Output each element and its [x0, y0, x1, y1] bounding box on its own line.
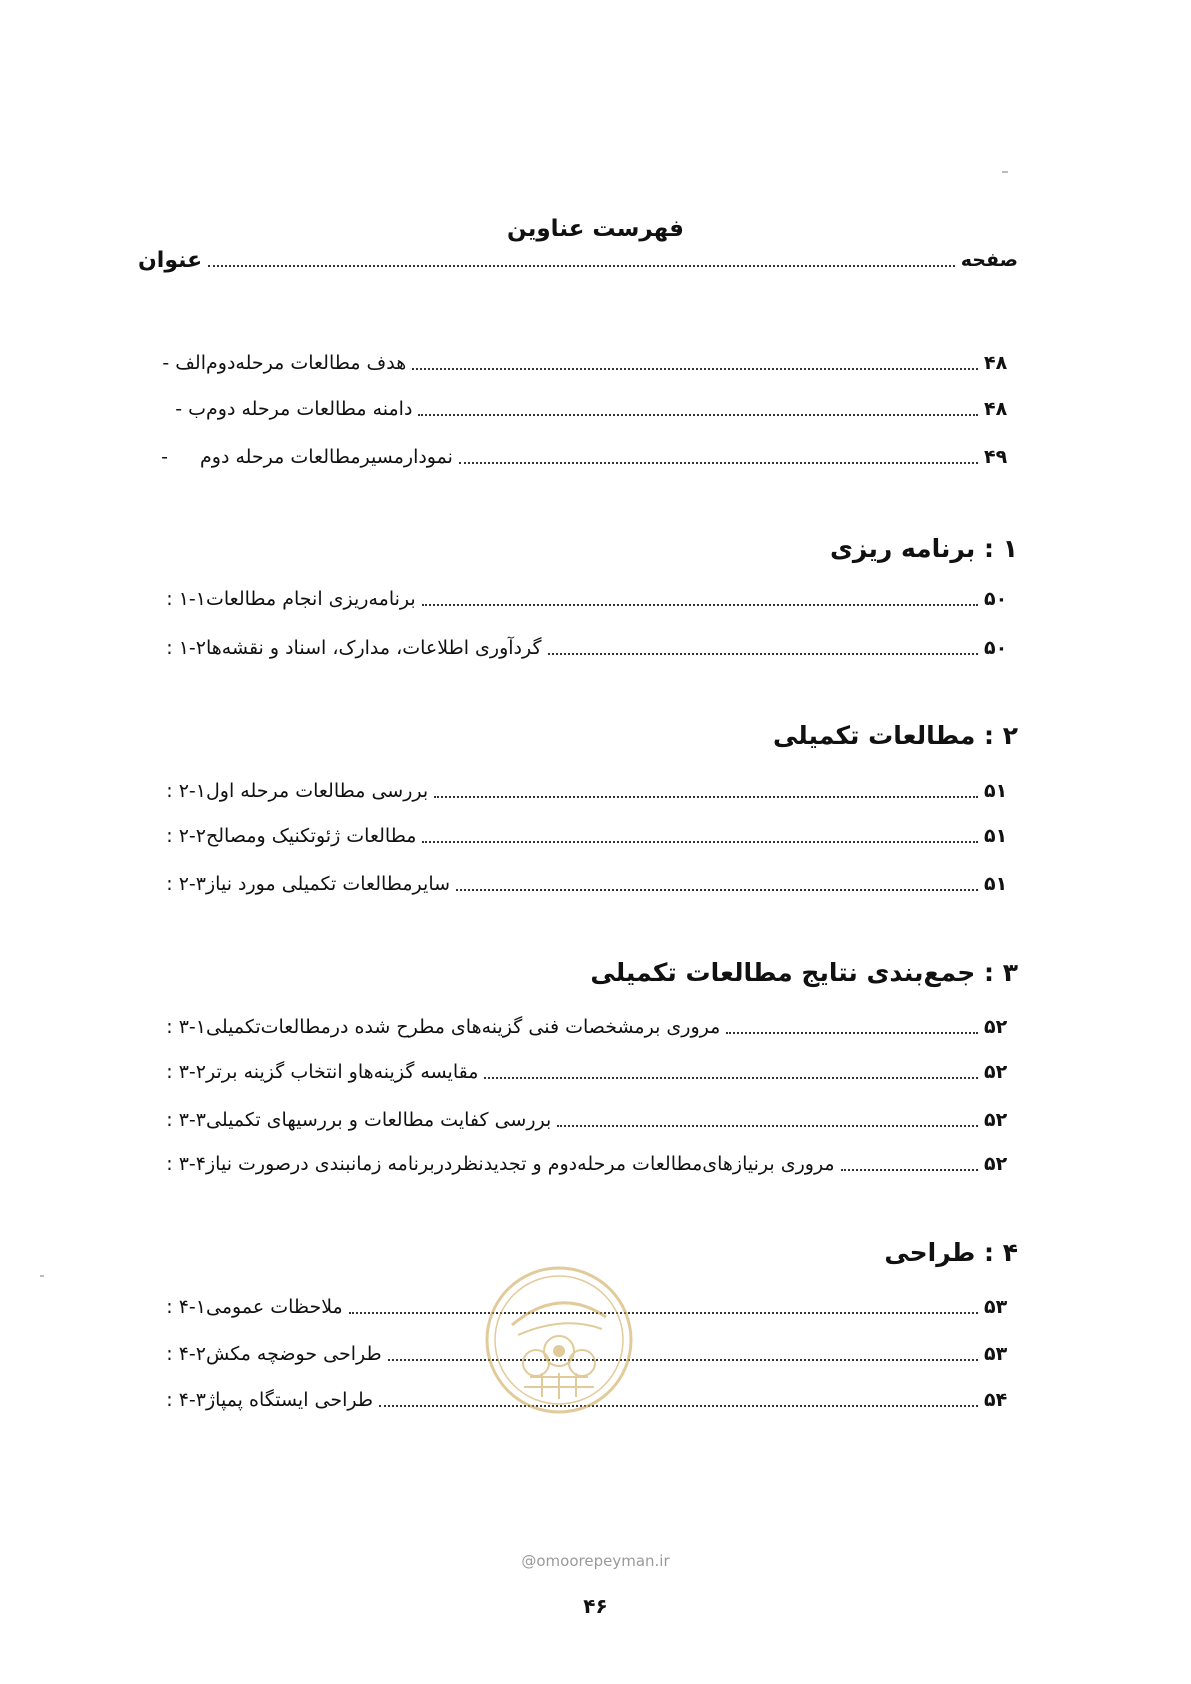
entry-page: ۵۲ [984, 1061, 1008, 1083]
entry-text: سایرمطالعات تکمیلی مورد نیاز [206, 873, 451, 895]
entry-number: ۱-۱ : [166, 588, 206, 610]
dot-leader [418, 414, 978, 416]
toc-entry [138, 628, 1018, 668]
entry-text: مروری برمشخصات فنی گزینه‌های مطرح شده درمطالعات‌تکمیلی [206, 1016, 721, 1038]
entry-page: ۵۰ [984, 637, 1008, 659]
entry-page: ۴۹ [984, 446, 1008, 468]
toc-entry [138, 437, 1018, 477]
entry-number: ۳-۱ : [166, 1016, 206, 1038]
entry-number: ب - [175, 398, 206, 420]
dot-leader [388, 1359, 978, 1361]
toc-entry [138, 771, 1018, 811]
dot-leader [456, 889, 978, 891]
entry-page: ۵۰ [984, 588, 1008, 610]
dot-leader [208, 265, 955, 267]
entry-text: مروری برنیازهای‌مطالعات مرحله‌دوم و تجدیدنظردربرنامه زمانبندی درصورت نیاز [206, 1153, 835, 1175]
toc-entry [138, 1052, 1018, 1092]
dot-leader [459, 462, 978, 464]
chapter-heading: ۱ : برنامه ریزی [830, 533, 1018, 563]
seal-emblem [484, 1265, 634, 1415]
entry-number: ۴-۱ : [166, 1296, 206, 1318]
page-number: ۴۶ [583, 1594, 608, 1618]
dot-leader [349, 1312, 978, 1314]
entry-number: ۳-۴ : [166, 1153, 206, 1175]
watermark-text: @omoorepeyman.ir [521, 1552, 670, 1570]
toc-header-row [138, 240, 1018, 280]
entry-number: الف - [162, 352, 206, 374]
toc-entry [138, 579, 1018, 619]
entry-text: نمودارمسیرمطالعات مرحله دوم [200, 446, 453, 468]
entry-page: ۵۱ [984, 780, 1008, 802]
entry-number: - [161, 446, 168, 468]
entry-text: بررسی مطالعات مرحله اول [206, 780, 429, 802]
entry-page: ۵۴ [984, 1389, 1008, 1411]
entry-text: گردآوری اطلاعات، مدارک، اسناد و نقشه‌ها [206, 637, 542, 659]
entry-text: طراحی ایستگاه پمپاژ [206, 1389, 374, 1411]
entry-page: ۴۸ [984, 398, 1008, 420]
entry-text: مطالعات ژئوتکنیک ومصالح [206, 825, 417, 847]
entry-page: ۵۳ [984, 1296, 1008, 1318]
header-page-label: صفحه [960, 249, 1018, 271]
entry-text: ملاحظات عمومی [206, 1296, 343, 1318]
entry-number: ۴-۲ : [166, 1343, 206, 1365]
seal-icon [484, 1265, 634, 1415]
entry-page: ۵۲ [984, 1153, 1008, 1175]
toc-entry [138, 1007, 1018, 1047]
toc-entry [138, 343, 1018, 383]
chapter-heading: ۴ : طراحی [884, 1237, 1018, 1267]
entry-number: ۱-۲ : [166, 637, 206, 659]
entry-page: ۵۳ [984, 1343, 1008, 1365]
dot-leader [557, 1125, 978, 1127]
entry-page: ۴۸ [984, 352, 1008, 374]
entry-number: ۲-۱ : [166, 780, 206, 802]
toc-entry [138, 389, 1018, 429]
entry-text: مقایسه گزینه‌هاو انتخاب گزینه برتر [206, 1061, 479, 1083]
dot-leader [434, 796, 978, 798]
scan-speck [40, 1275, 44, 1277]
dot-leader [422, 841, 978, 843]
entry-page: ۵۱ [984, 825, 1008, 847]
dot-leader [484, 1077, 978, 1079]
chapter-heading: ۳ : جمع‌بندی نتایج مطالعات تکمیلی [590, 957, 1018, 987]
dot-leader [379, 1405, 978, 1407]
entry-text: طراحی حوضچه مکش [206, 1343, 382, 1365]
scan-speck [1002, 171, 1008, 173]
entry-number: ۴-۳ : [166, 1389, 206, 1411]
page-title: فهرست عناوین [507, 216, 684, 242]
toc-entry [138, 1100, 1018, 1140]
entry-number: ۲-۳ : [166, 873, 206, 895]
entry-text: بررسی کفایت مطالعات و بررسیهای تکمیلی [206, 1109, 552, 1131]
dot-leader [841, 1169, 978, 1171]
toc-entry [138, 864, 1018, 904]
header-title-label: عنوان [138, 247, 203, 273]
entry-text: هدف مطالعات مرحله‌دوم [206, 352, 407, 374]
entry-text: برنامه‌ریزی انجام مطالعات [206, 588, 416, 610]
toc-entry [138, 1144, 1018, 1184]
entry-page: ۵۲ [984, 1109, 1008, 1131]
entry-number: ۲-۲ : [166, 825, 206, 847]
dot-leader [548, 653, 978, 655]
entry-text: دامنه مطالعات مرحله دوم [206, 398, 413, 420]
entry-page: ۵۱ [984, 873, 1008, 895]
entry-number: ۳-۳ : [166, 1109, 206, 1131]
dot-leader [422, 604, 978, 606]
entry-number: ۳-۲ : [166, 1061, 206, 1083]
toc-entry [138, 816, 1018, 856]
dot-leader [412, 368, 978, 370]
entry-page: ۵۲ [984, 1016, 1008, 1038]
dot-leader [726, 1032, 978, 1034]
chapter-heading: ۲ : مطالعات تکمیلی [773, 720, 1018, 750]
